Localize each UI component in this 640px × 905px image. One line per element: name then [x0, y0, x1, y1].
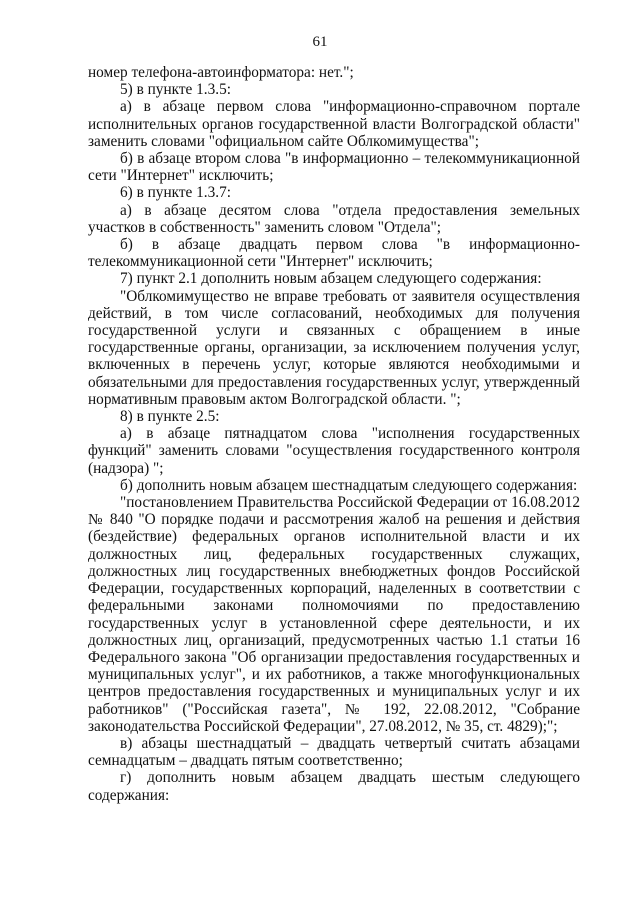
paragraph-5: а) в абзаце десятом слова "отдела предоставления земельных участков в собственность" заменить словом "Отдела";	[88, 201, 580, 236]
paragraph-11: б) дополнить новым абзацем шестнадцатым следующего содержания:	[120, 476, 578, 494]
paragraph-6: б) в абзаце двадцать первом слова "в информационно-телекоммуникационной сети "Интернет" исключить;	[88, 236, 580, 271]
paragraph-3: б) в абзаце втором слова "в информационно – телекоммуникационной сети "Интернет" исключить;	[88, 150, 580, 185]
paragraph-10: а) в абзаце пятнадцатом слова "исполнения государственных функций" заменить словами "осуществления государственного контроля (надзора) ";	[88, 425, 580, 477]
paragraph-1: 5) в пункте 1.3.5:	[120, 81, 232, 99]
paragraph-7: 7) пункт 2.1 дополнить новым абзацем следующего содержания:	[120, 270, 542, 288]
paragraph-14: г) дополнить новым абзацем двадцать шестым следующего содержания:	[88, 769, 580, 804]
paragraph-0: номер телефона-автоинформатора: нет.";	[88, 64, 354, 81]
paragraph-8: "Облкомимущество не вправе требовать от заявителя осуществления действий, в том числе согласований, необходимых для получения государственной услуги и связанных с обращением в иные государственные органы, организации, за исключением получения услуг, включенных в перечень услуг, которые являются необходимыми и обязательными для предоставления государственных услуг, утвержденный нормативным правовым актом Волгоградской области. ";	[88, 287, 580, 408]
page-number: 61	[312, 34, 328, 50]
document-body	[88, 64, 580, 804]
paragraph-9: 8) в пункте 2.5:	[120, 408, 220, 426]
paragraph-12: "постановлением Правительства Российской Федерации от 16.08.2012 № 840 "О порядке подачи и рассмотрения жалоб на решения и действия (бездействие) федеральных органов исполнительной власти и их должностных лиц, федеральных государственных служащих, должностных лиц государственных внебюджетных фондов Российской Федерации, государственных корпораций, наделенных в соответствии с федеральными законами полномочиями по предоставлению государственных услуг в установленной сфере деятельности, и их должностных лиц, организаций, предусмотренных частью 1.1 статьи 16 Федерального закона "Об организации предоставления государственных и муниципальных услуг", и их работников, а также многофункциональных центров предоставления государственных и муниципальных услуг и их работников" ("Российская газета", № 192, 22.08.2012, "Собрание законодательства Российской Федерации", 27.08.2012, № 35, ст. 4829);";	[88, 494, 580, 735]
paragraph-4: 6) в пункте 1.3.7:	[120, 184, 232, 202]
paragraph-13: в) абзацы шестнадцатый – двадцать четвертый считать абзацами семнадцатым – двадцать пятым соответственно;	[88, 734, 580, 770]
paragraph-2: а) в абзаце первом слова "информационно-справочном портале исполнительных органов государственной власти Волгоградской области" заменить словами "официальном сайте Облкомимущества";	[88, 98, 580, 150]
